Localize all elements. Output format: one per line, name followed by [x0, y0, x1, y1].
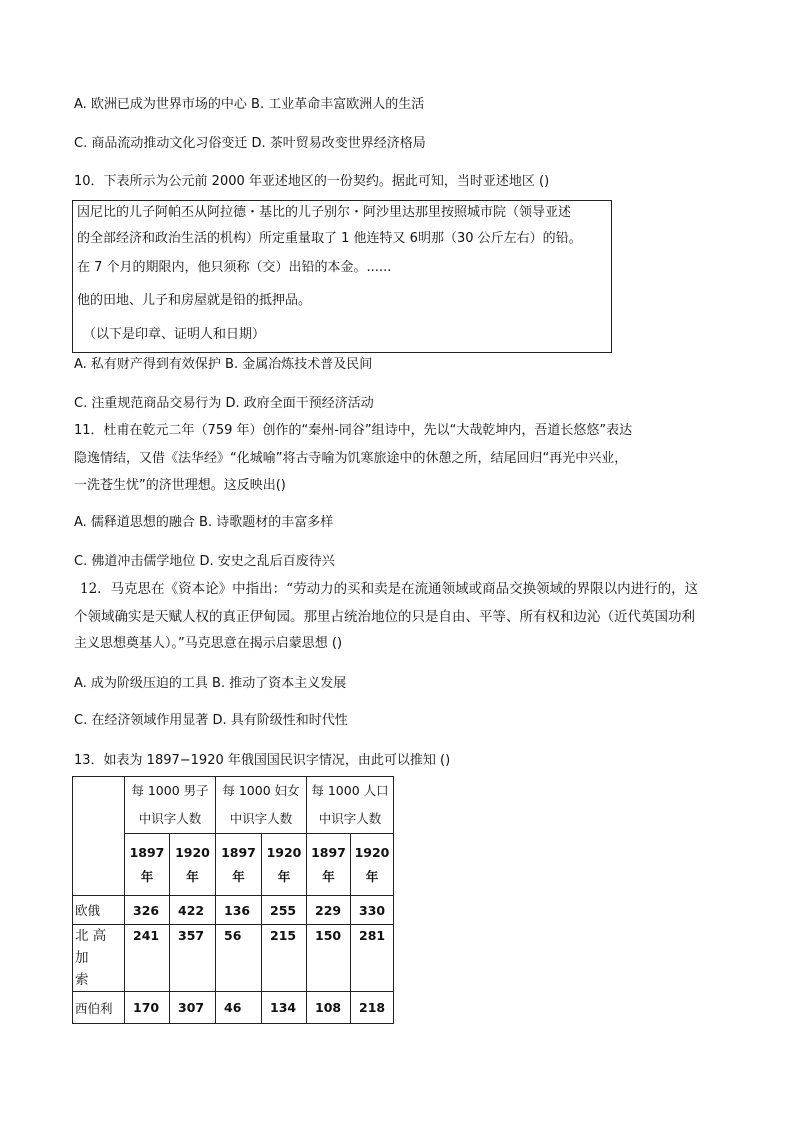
table-cell: 281: [351, 925, 394, 992]
table-row: [73, 992, 394, 1024]
year-cell: 1920 年: [170, 834, 216, 896]
male-group-header: 每 1000 男子 中识字人数: [125, 777, 216, 834]
table-cell: 108: [307, 992, 351, 1024]
literacy-table: [72, 776, 394, 1024]
table-cell: 357: [170, 925, 216, 992]
q10-options-ab: A. 私有财产得到有效保护 B. 金属冶炼技术普及民间: [74, 357, 373, 372]
table-cell: 307: [170, 992, 216, 1024]
q11-stem-line: 11．杜甫在乾元二年（759 年）创作的“秦州-同谷”组诗中，先以“大哉乾坤内，吾道长悠悠”表达: [74, 423, 633, 438]
region-name: 欧俄: [73, 896, 125, 925]
female-group-header: 每 1000 妇女 中识字人数: [216, 777, 307, 834]
table-cell: 326: [125, 896, 170, 925]
table-cell: 255: [262, 896, 307, 925]
table-cell: 134: [262, 992, 307, 1024]
q12-options-ab: A. 成为阶级压迫的工具 B. 推动了资本主义发展: [74, 676, 347, 691]
region-name: 西伯利: [73, 992, 125, 1024]
table-cell: 56: [216, 925, 262, 992]
year-cell: 1920 年: [351, 834, 394, 896]
year-cell: 1897 年: [216, 834, 262, 896]
region-name: 北 高 加 索: [73, 925, 125, 992]
table-cell: 241: [125, 925, 170, 992]
contract-line: 在 7 个月的期限内，他只须称（交）出铅的本金。......: [77, 260, 392, 275]
q12-stem-line: 个领域确实是天赋人权的真正伊甸园。那里占统治地位的只是自由、平等、所有权和边沁（近代英国功利: [74, 609, 695, 625]
q11-stem-line: 隐逸情结，又借《法华经》“化城喻”将古寺喻为饥寒旅途中的休憩之所，结尾回归“再光中兴业，: [74, 451, 628, 466]
year-cell: 1920 年: [262, 834, 307, 896]
q12-stem-line: 主义思想奠基人）。”马克思意在揭示启蒙思想 (): [74, 636, 343, 651]
table-row: [73, 925, 394, 992]
q9-options-cd: C. 商品流动推动文化习俗变迁 D. 茶叶贸易改变世界经济格局: [74, 136, 426, 151]
table-cell: 215: [262, 925, 307, 992]
contract-box: [72, 200, 612, 353]
q11-options-cd: C. 佛道冲击儒学地位 D. 安史之乱后百废待兴: [74, 554, 335, 569]
q13-stem: 13．如表为 1897−1920 年俄国国民识字情况，由此可以推知 (): [74, 753, 451, 768]
table-header-row: [73, 777, 394, 834]
q12-stem-line: 12．马克思在《资本论》中指出：“劳动力的买和卖是在流通领域或商品交换领域的界限以内进行的，这: [80, 581, 699, 597]
q11-stem-line: 一洗苍生忧”的济世理想。这反映出(): [74, 478, 286, 493]
table-cell: 422: [170, 896, 216, 925]
table-cell: 170: [125, 992, 170, 1024]
table-cell: 229: [307, 896, 351, 925]
year-cell: 1897 年: [125, 834, 170, 896]
table-cell: 218: [351, 992, 394, 1024]
contract-line: （以下是印章、证明人和日期）: [83, 327, 266, 342]
table-cell: 330: [351, 896, 394, 925]
table-cell: 46: [216, 992, 262, 1024]
contract-line: 因尼比的儿子阿帕丕从阿拉德・基比的儿子别尔・阿沙里达那里按照城市院（领导亚述: [77, 205, 572, 220]
table-cell: 150: [307, 925, 351, 992]
table-corner-cell: [73, 777, 125, 896]
year-cell: 1897 年: [307, 834, 351, 896]
q12-options-cd: C. 在经济领域作用显著 D. 具有阶级性和时代性: [74, 713, 348, 728]
q11-options-ab: A. 儒释道思想的融合 B. 诗歌题材的丰富多样: [74, 515, 334, 530]
q10-stem: 10．下表所示为公元前 2000 年亚述地区的一份契约。据此可知，当时亚述地区 (): [74, 174, 550, 189]
table-row: [73, 896, 394, 925]
table-cell: 136: [216, 896, 262, 925]
population-group-header: 每 1000 人口 中识字人数: [307, 777, 394, 834]
q10-options-cd: C. 注重规范商品交易行为 D. 政府全面干预经济活动: [74, 396, 374, 411]
contract-line: 他的田地、儿子和房屋就是铅的抵押品。: [77, 293, 312, 308]
q9-options-ab: A. 欧洲已成为世界市场的中心 B. 工业革命丰富欧洲人的生活: [74, 97, 425, 112]
contract-line: 的全部经济和政治生活的机构）所定重量取了 1 他连特又 6明那（30 公斤左右）的铅。: [77, 231, 582, 246]
